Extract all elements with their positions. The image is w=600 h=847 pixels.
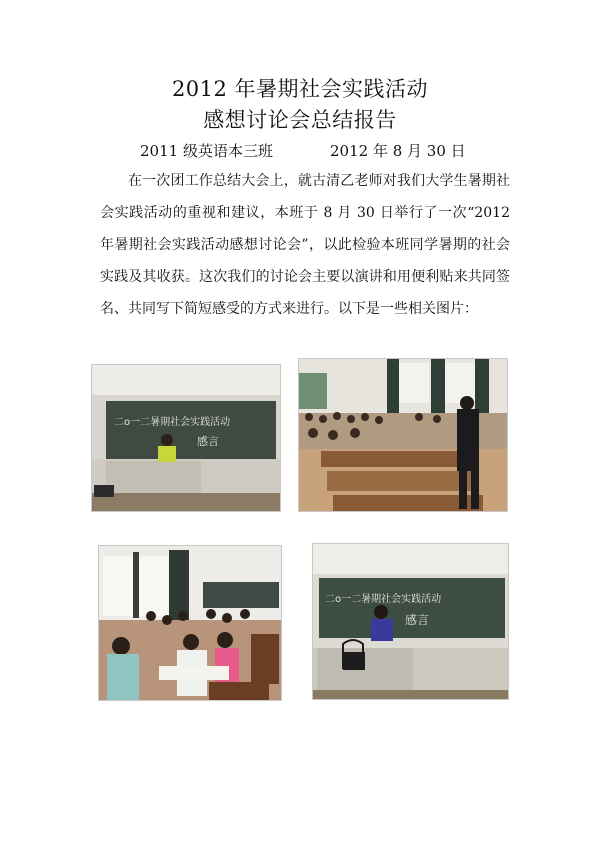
blackboard-text: 二o一二暑期社会实践活动	[325, 594, 442, 605]
blackboard-text: 感言	[197, 435, 219, 448]
photo-students-seated	[98, 545, 282, 701]
report-date: 2012 年 8 月 30 日	[330, 142, 466, 160]
photo-speaker-with-bag	[312, 543, 509, 700]
report-body: 在一次团工作总结大会上，就古清乙老师对我们大学生暑期社会实践活动的重视和建议，本班于 8 月 30 日举行了一次“2012 年暑期社会实践活动感想讨论会”，以此检验本班同学暑期的社会实践及其收获。这次我们的讨论会主要以演讲和用便利贴来共同签名、共同写下简短感受的方式来进行。以下是一些相关图片：	[100, 173, 510, 317]
blackboard-text: 感言	[405, 613, 430, 627]
class-name: 2011 级英语本三班	[140, 142, 273, 160]
report-title-line-2: 感想讨论会总结报告	[203, 108, 397, 132]
photo-classroom-teacher	[298, 358, 508, 512]
report-title-line-1: 2012 年暑期社会实践活动	[171, 77, 429, 101]
blackboard-text: 二o一二暑期社会实践活动	[114, 417, 231, 428]
photo-speaker-blackboard	[91, 364, 281, 512]
